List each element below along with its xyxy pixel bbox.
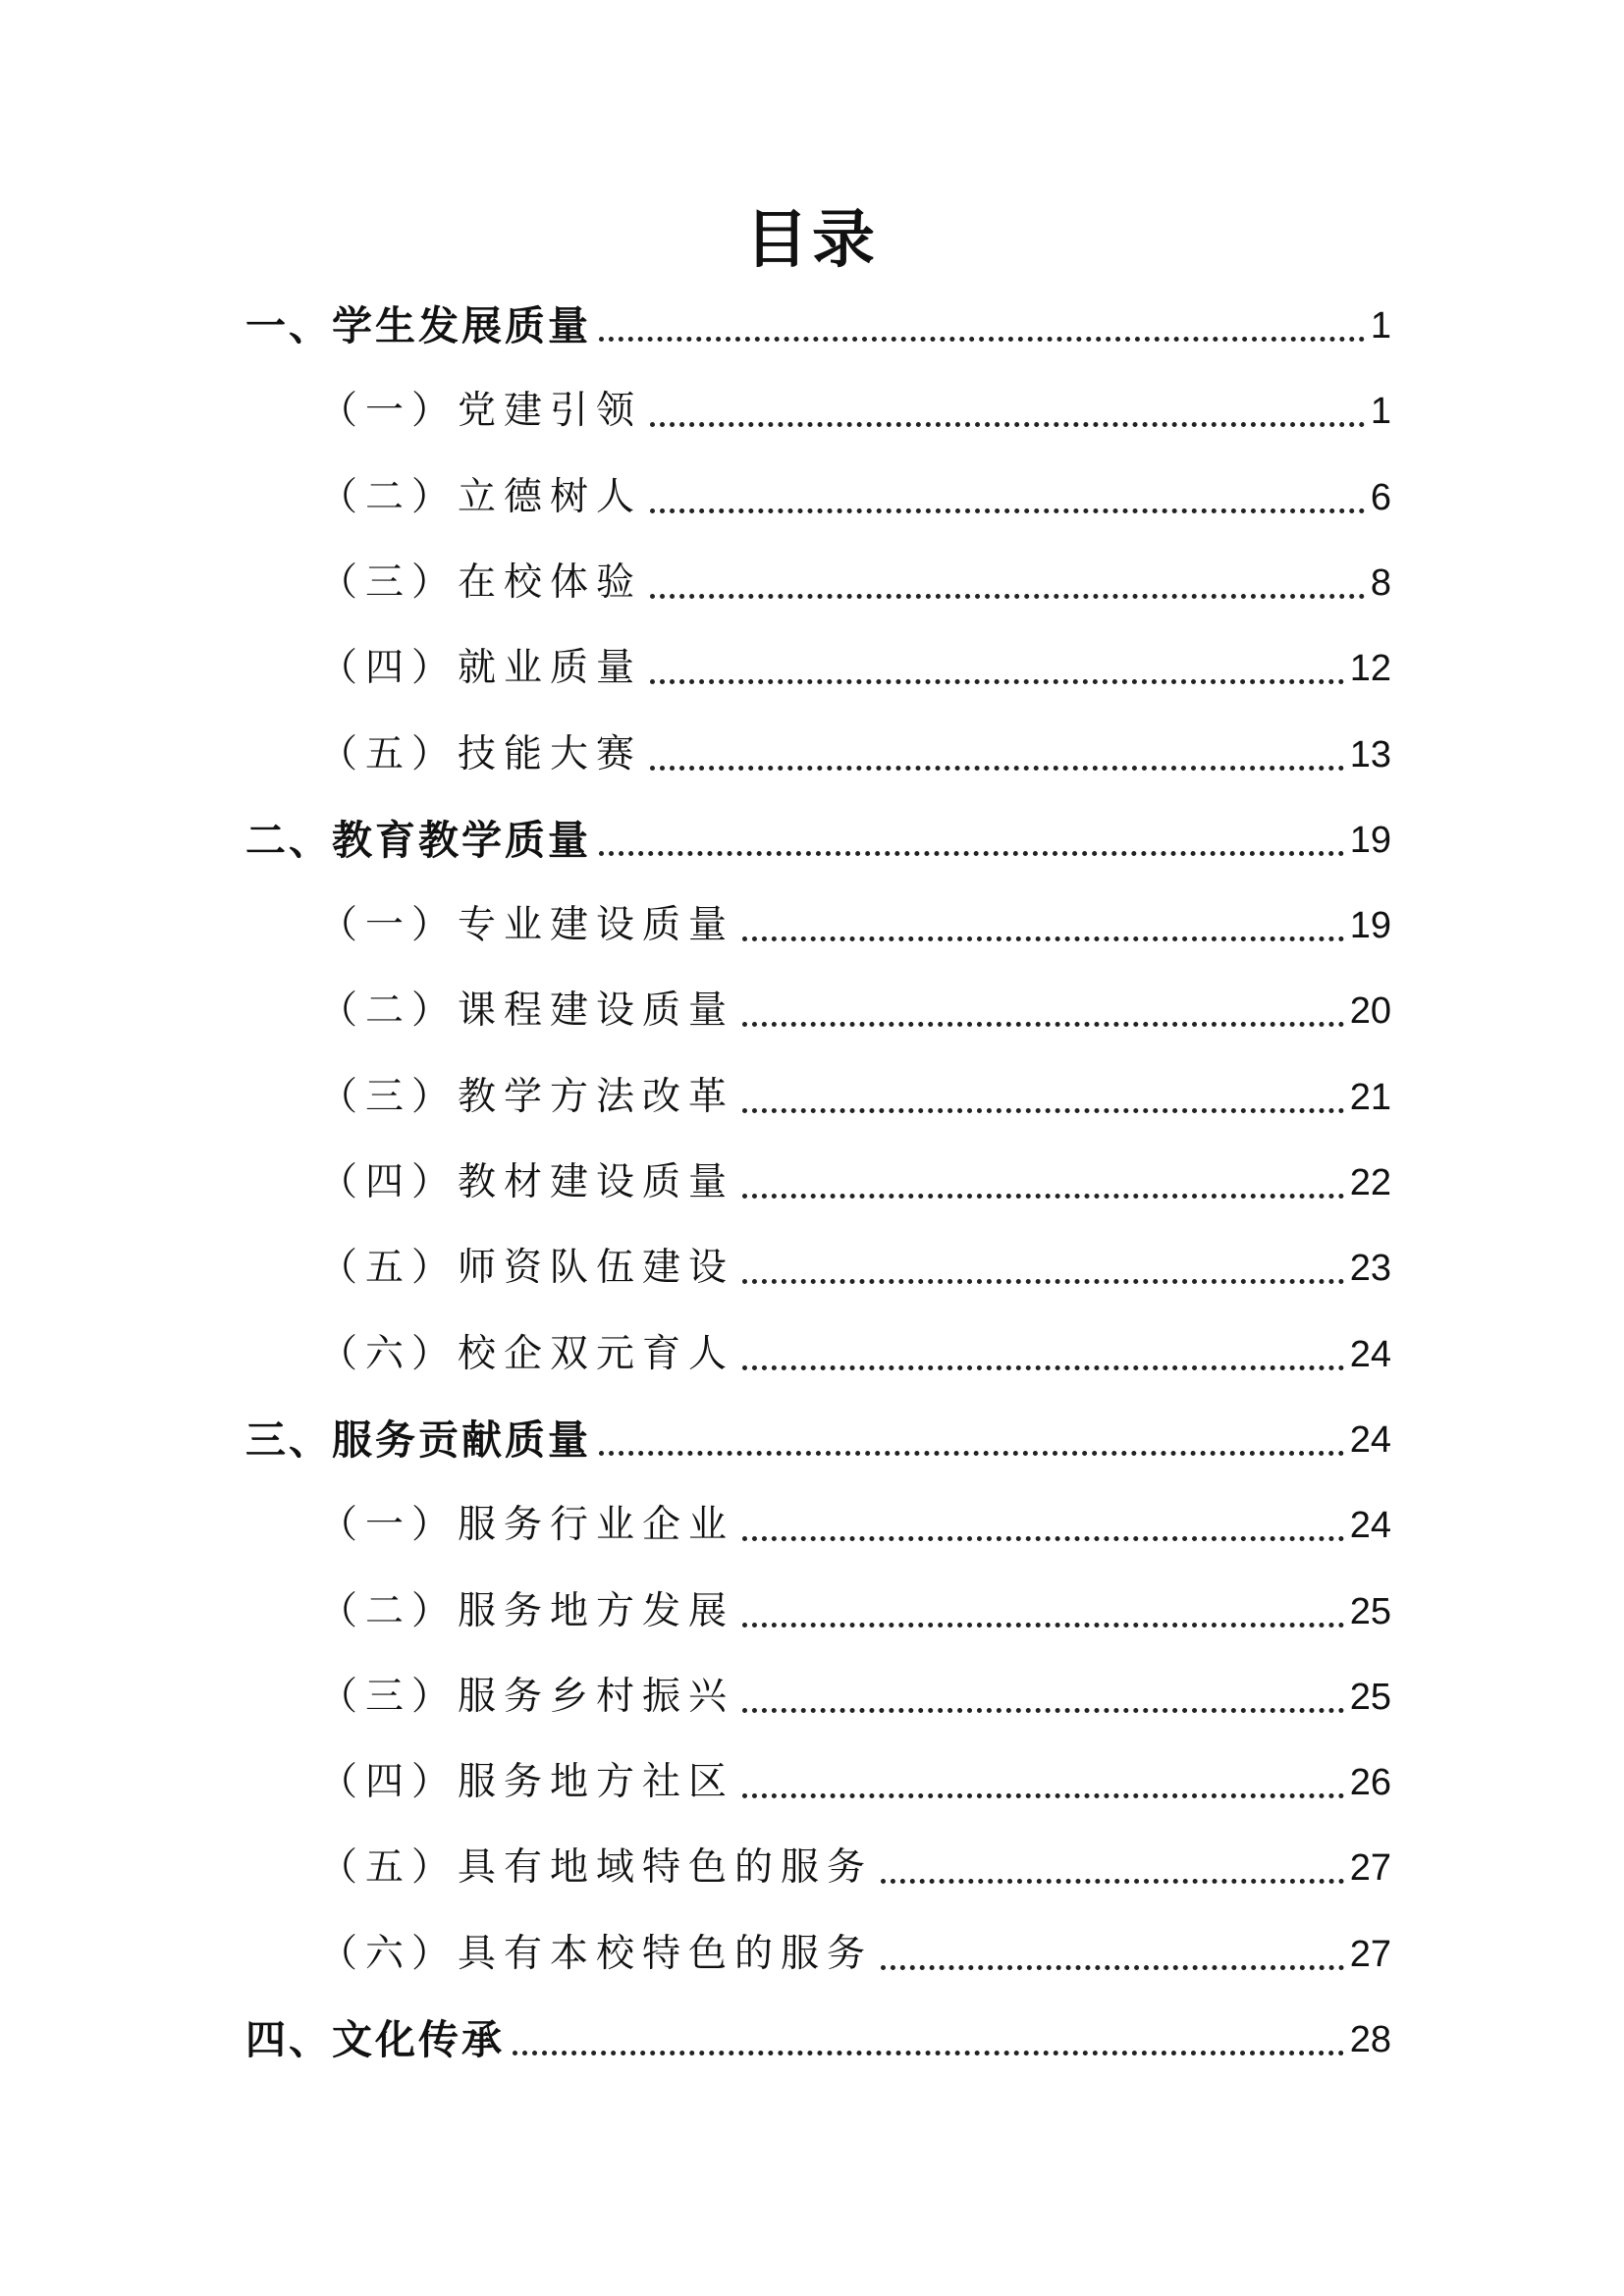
toc-subsection-entry[interactable] (319, 552, 1391, 614)
toc-subsection-entry[interactable] (319, 1494, 1391, 1557)
toc-subsection-entry[interactable] (319, 1151, 1391, 1214)
toc-entry-page-number: 24 (1349, 1505, 1391, 1547)
toc-entry-page-number: 1 (1370, 391, 1391, 433)
toc-entry-page-number: 19 (1349, 905, 1391, 947)
dot-leader (599, 337, 1365, 342)
dot-leader (599, 1451, 1344, 1456)
dot-leader (742, 1108, 1344, 1113)
toc-entry-label: （五）师资队伍建设 (319, 1246, 735, 1291)
toc-entry-page-number: 21 (1349, 1076, 1391, 1118)
toc-subsection-entry[interactable] (319, 1666, 1391, 1729)
toc-subsection-entry[interactable] (319, 1837, 1391, 1899)
toc-entry-page-number: 27 (1349, 1933, 1391, 1975)
toc-section-entry[interactable] (245, 809, 1391, 872)
toc-section-entry[interactable] (245, 294, 1391, 357)
dot-leader (742, 1279, 1344, 1284)
toc-entry-page-number: 20 (1349, 990, 1391, 1033)
toc-subsection-entry[interactable] (319, 637, 1391, 700)
toc-subsection-entry[interactable] (319, 380, 1391, 443)
toc-entry-label: （五）具有地域特色的服务 (319, 1845, 874, 1891)
toc-entry-label: （三）在校体验 (319, 560, 643, 605)
dot-leader (513, 2051, 1344, 2056)
toc-entry-label: （三）教学方法改革 (319, 1074, 735, 1119)
toc-entry-label: 三、服务贡献质量 (245, 1415, 591, 1464)
dot-leader (650, 766, 1344, 771)
toc-entry-label: （四）就业质量 (319, 646, 643, 691)
toc-entry-label: 二、教育教学质量 (245, 816, 591, 864)
toc-subsection-entry[interactable] (319, 1323, 1391, 1386)
toc-subsection-entry[interactable] (319, 723, 1391, 786)
toc-entry-label: （二）服务地方发展 (319, 1588, 735, 1633)
toc-entry-label: （一）服务行业企业 (319, 1503, 735, 1548)
toc-entry-page-number: 27 (1349, 1847, 1391, 1890)
dot-leader (650, 422, 1365, 427)
dot-leader (881, 1965, 1344, 1970)
toc-subsection-entry[interactable] (319, 980, 1391, 1042)
toc-entry-page-number: 26 (1349, 1762, 1391, 1804)
toc-entry-page-number: 25 (1349, 1590, 1391, 1632)
toc-entry-label: （二）课程建设质量 (319, 988, 735, 1034)
dot-leader (742, 1365, 1344, 1370)
dot-leader (599, 851, 1344, 856)
dot-leader (742, 1536, 1344, 1541)
dot-leader (650, 594, 1365, 599)
toc-entry-label: （四）服务地方社区 (319, 1760, 735, 1805)
toc-entry-page-number: 25 (1349, 1676, 1391, 1718)
toc-subsection-entry[interactable] (319, 466, 1391, 529)
toc-entry-label: （五）技能大赛 (319, 731, 643, 776)
toc-entry-page-number: 19 (1349, 819, 1391, 861)
toc-entry-page-number: 12 (1349, 648, 1391, 690)
dot-leader (650, 508, 1365, 513)
dot-leader (650, 679, 1344, 684)
toc-entry-label: （六）具有本校特色的服务 (319, 1931, 874, 1976)
toc-entry-page-number: 28 (1349, 2019, 1391, 2060)
toc-subsection-entry[interactable] (319, 1237, 1391, 1300)
toc-entry-label: （二）立德树人 (319, 474, 643, 519)
toc-subsection-entry[interactable] (319, 894, 1391, 957)
toc-section-entry[interactable] (245, 1409, 1391, 1471)
toc-entry-label: （六）校企双元育人 (319, 1331, 735, 1376)
toc-entry-page-number: 8 (1370, 561, 1391, 604)
toc-entry-page-number: 23 (1349, 1248, 1391, 1290)
toc-entry-page-number: 1 (1370, 305, 1391, 347)
toc-subsection-entry[interactable] (319, 1580, 1391, 1643)
page-title: 目录 (745, 204, 879, 277)
toc-subsection-entry[interactable] (319, 1751, 1391, 1814)
toc-section-entry[interactable] (245, 2008, 1391, 2071)
dot-leader (742, 936, 1344, 941)
toc-entry-label: 一、学生发展质量 (245, 302, 591, 349)
toc-entry-label: （四）教材建设质量 (319, 1160, 735, 1204)
toc-subsection-entry[interactable] (319, 1923, 1391, 1986)
dot-leader (742, 1194, 1344, 1199)
toc-entry-page-number: 6 (1370, 476, 1391, 518)
dot-leader (742, 1623, 1344, 1628)
toc-entry-page-number: 24 (1349, 1418, 1391, 1461)
toc-subsection-entry[interactable] (319, 1066, 1391, 1129)
dot-leader (742, 1022, 1344, 1027)
toc-entry-page-number: 13 (1349, 733, 1391, 775)
toc-entry-page-number: 22 (1349, 1162, 1391, 1203)
dot-leader (881, 1879, 1344, 1884)
toc-entry-page-number: 24 (1349, 1333, 1391, 1375)
dot-leader (742, 1708, 1344, 1713)
toc-entry-label: （一）专业建设质量 (319, 903, 735, 948)
toc-entry-label: 四、文化传承 (245, 2016, 505, 2063)
toc-entry-label: （三）服务乡村振兴 (319, 1674, 735, 1719)
toc-entry-label: （一）党建引领 (319, 389, 643, 434)
dot-leader (742, 1793, 1344, 1798)
